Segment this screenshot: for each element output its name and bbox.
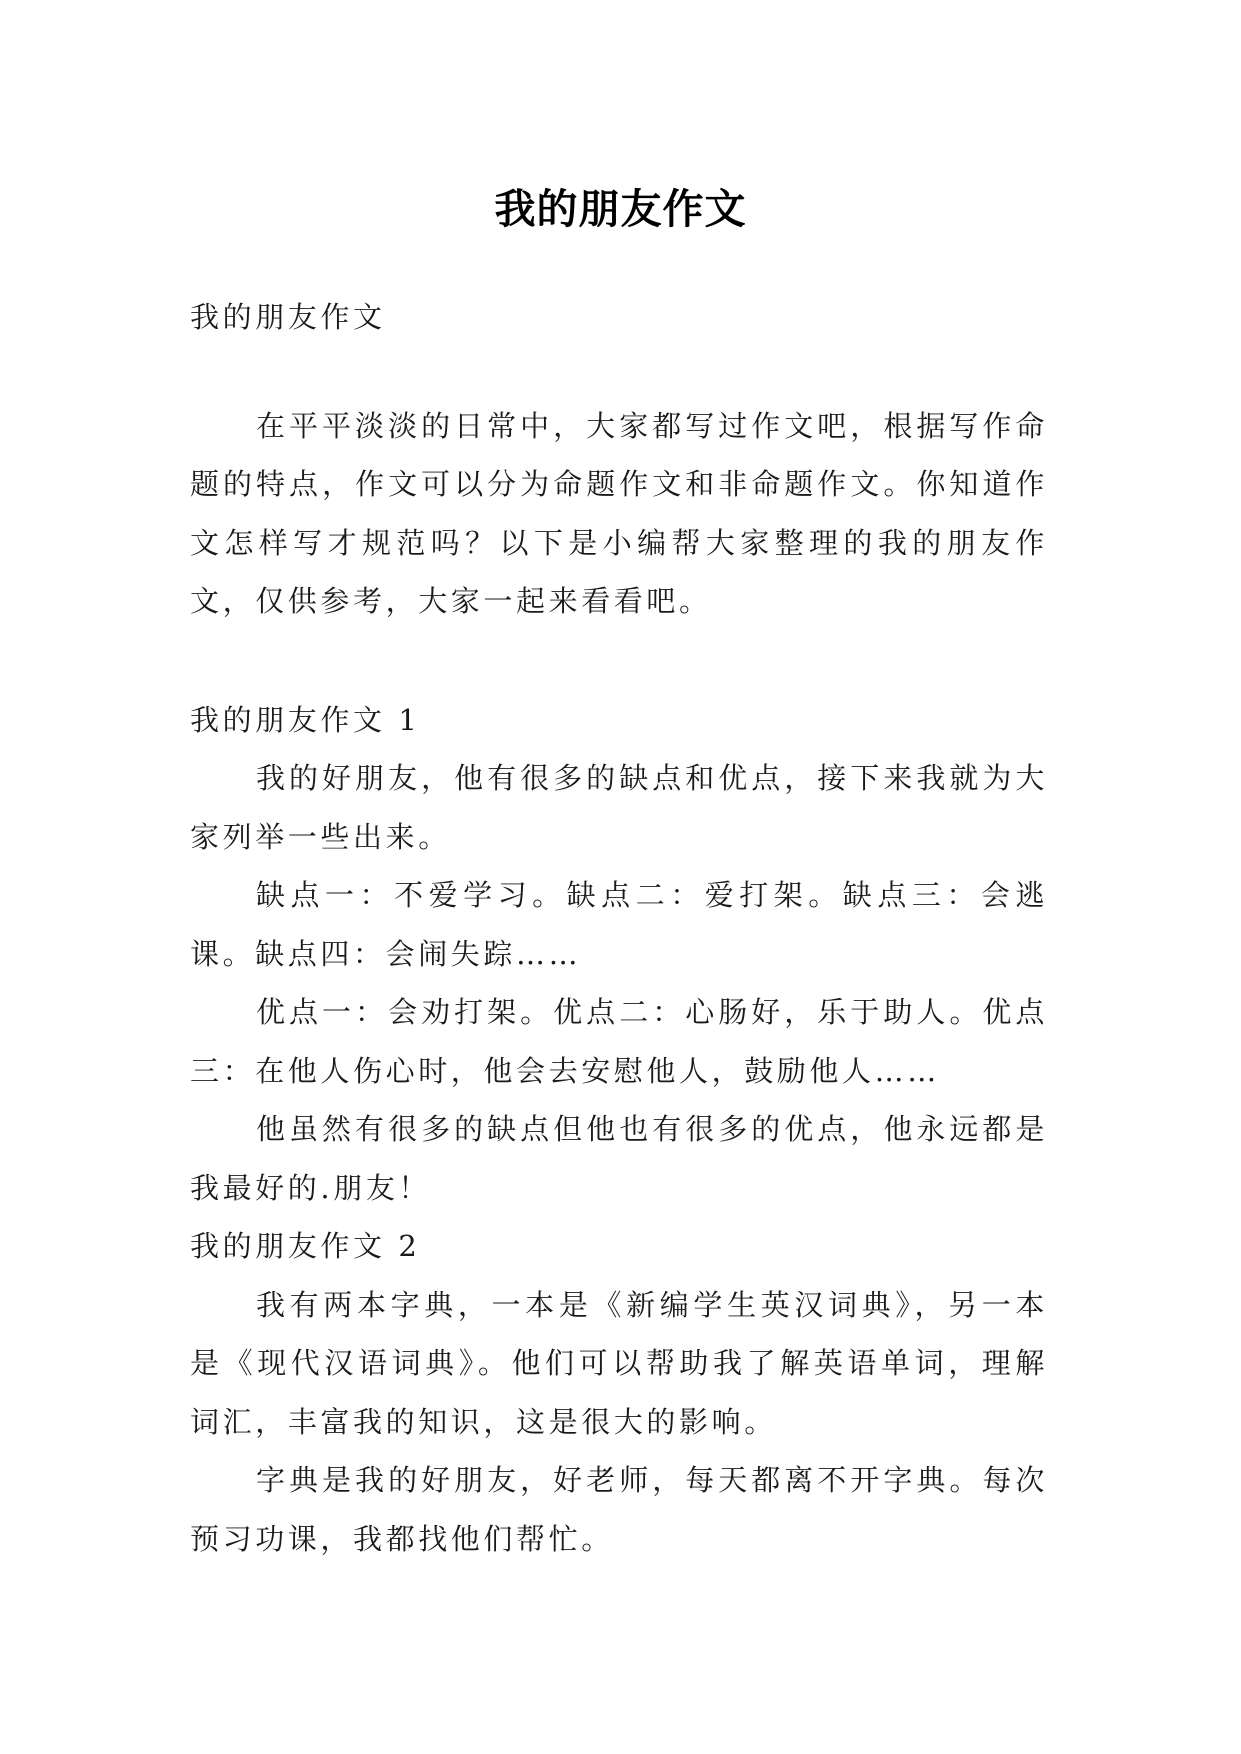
spacer [190,631,1048,691]
spacer [190,347,1048,397]
essay-2-paragraph: 我有两本字典，一本是《新编学生英汉词典》，另一本是《现代汉语词典》。他们可以帮助我了解英语单词，理解词汇，丰富我的知识，这是很大的影响。 [190,1287,1048,1439]
essay-1-paragraph: 优点一：会劝打架。优点二：心肠好，乐于助人。优点三：在他人伤心时，他会去安慰他人，鼓励他人…… [190,995,1048,1088]
essay-1-paragraph: 我的好朋友，他有很多的缺点和优点，接下来我就为大家列举一些出来。 [190,761,1048,854]
essay-2-paragraph: 字典是我的好朋友，好老师，每天都离不开字典。每次预习功课，我都找他们帮忙。 [190,1463,1048,1556]
essay-1-paragraph: 缺点一：不爱学习。缺点二：爱打架。缺点三：会逃课。缺点四：会闹失踪…… [190,878,1048,971]
document-body [190,288,1048,1568]
essay-1-heading: 我的朋友作文 1 [190,702,421,737]
intro-paragraph: 在平平淡淡的日常中，大家都写过作文吧，根据写作命题的特点，作文可以分为命题作文和非命题作文。你知道作文怎样写才规范吗？以下是小编帮大家整理的我的朋友作文，仅供参考，大家一起来看看吧。 [190,408,1048,618]
essay-2-heading: 我的朋友作文 2 [190,1229,421,1263]
essay-1-paragraph: 他虽然有很多的缺点但他也有很多的优点，他永远都是我最好的.朋友！ [190,1112,1048,1205]
document-title: 我的朋友作文 [494,185,747,234]
document-subtitle: 我的朋友作文 [190,300,386,334]
